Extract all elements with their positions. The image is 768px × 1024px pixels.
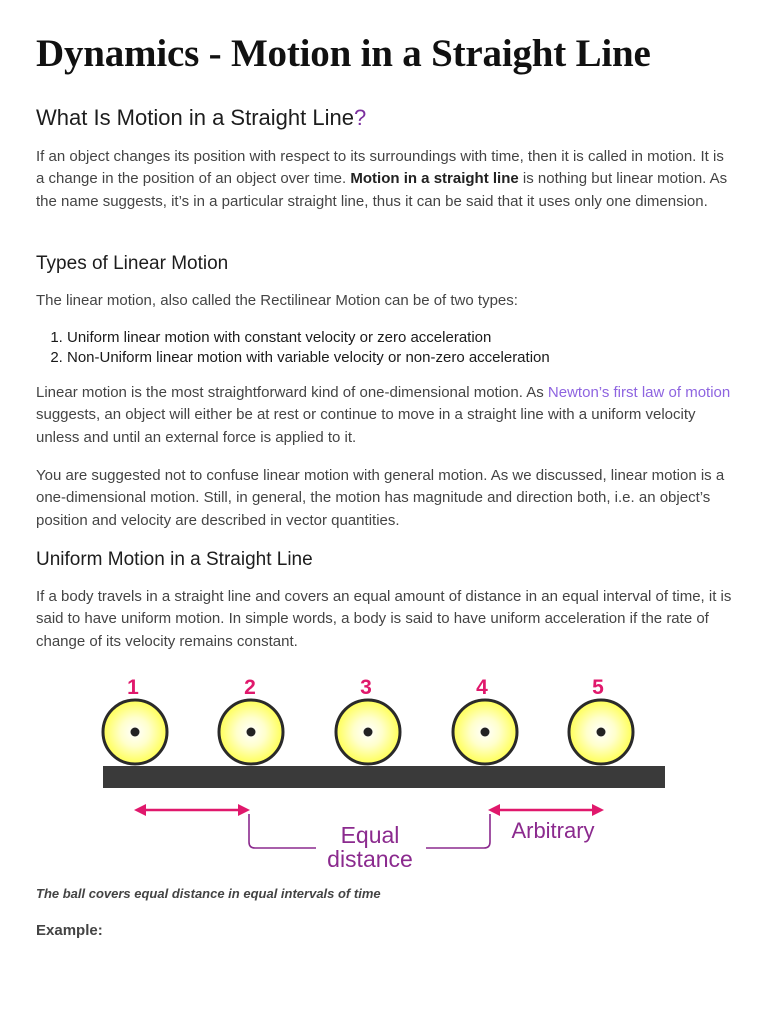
bracket-line-right	[426, 814, 490, 848]
list-item: 1. Uniform linear motion with constant velocity or zero acceleration	[67, 328, 767, 348]
equal-distance-label-line1: Equal	[340, 822, 400, 848]
arbitrary-arrow	[488, 804, 604, 816]
ball-number-label: 2	[244, 676, 256, 699]
ball-2	[219, 700, 283, 764]
paragraph-types-intro: The linear motion, also called the Rectilinear Motion can be of two types:	[36, 292, 518, 309]
example-label: Example:	[36, 922, 103, 939]
uniform-motion-figure	[100, 668, 670, 878]
section-heading-types: Types of Linear Motion	[36, 253, 229, 274]
newton-first-law-link[interactable]: Newton’s first law of motion	[547, 384, 731, 401]
paragraph-newton-law	[36, 382, 736, 449]
page-title: Dynamics - Motion in a Straight Line	[36, 32, 651, 75]
bold-term: Motion in a straight line	[350, 170, 519, 188]
section-heading-what-is-motion	[36, 104, 366, 132]
ball-number-label: 3	[360, 676, 372, 699]
types-list	[36, 328, 767, 368]
equal-distance-arrow	[134, 804, 250, 816]
heading-text: What Is Motion in a Straight Line	[36, 105, 354, 130]
paragraph-text: is nothing but linear motion. As the name suggests, it’s in a particular straight line, thus it can be said that it uses only one dimension.	[36, 170, 728, 210]
list-item: 2. Non-Uniform linear motion with variable velocity or non-zero acceleration	[67, 348, 767, 368]
ball-number-label: 1	[127, 676, 139, 699]
ball-number-label: 5	[592, 676, 604, 699]
bracket-line-left	[249, 814, 316, 848]
ball-number-label: 4	[476, 676, 488, 699]
paragraph-text: Linear motion is the most straightforward kind of one-dimensional motion. As	[36, 384, 548, 401]
paragraph-motion-definition	[36, 146, 736, 213]
paragraph-text: If an object changes its position with respect to its surroundings with time, then it is called in motion. It is a change in the position of an object over time.	[36, 148, 724, 188]
track-surface	[103, 766, 665, 788]
ball-5	[569, 700, 633, 764]
ball-1	[103, 700, 167, 764]
heading-question-mark: ?	[353, 105, 367, 130]
paragraph-uniform-motion: If a body travels in a straight line and covers an equal amount of distance in an equal interval of time, it is said to have uniform motion. In simple words, a body is said to have uniform acceleration if the rate of change of its velocity remains constant.	[36, 588, 732, 650]
ball-3	[336, 700, 400, 764]
figure-caption: The ball covers equal distance in equal intervals of time	[36, 886, 381, 901]
paragraph-general-motion: You are suggested not to confuse linear motion with general motion. As we discussed, linear motion is a one-dimensional motion. Still, in general, the motion has magnitude and direction both, i.e. an object’s position and velocity are described in vector quantities.	[36, 467, 725, 529]
section-heading-uniform-motion: Uniform Motion in a Straight Line	[36, 549, 313, 570]
paragraph-text: suggests, an object will either be at rest or continue to move in a straight line with a uniform velocity unless and until an external force is applied to it.	[36, 406, 696, 446]
equal-distance-label-line2: distance	[327, 846, 413, 872]
ball-4	[453, 700, 517, 764]
arbitrary-label: Arbitrary	[511, 818, 595, 843]
